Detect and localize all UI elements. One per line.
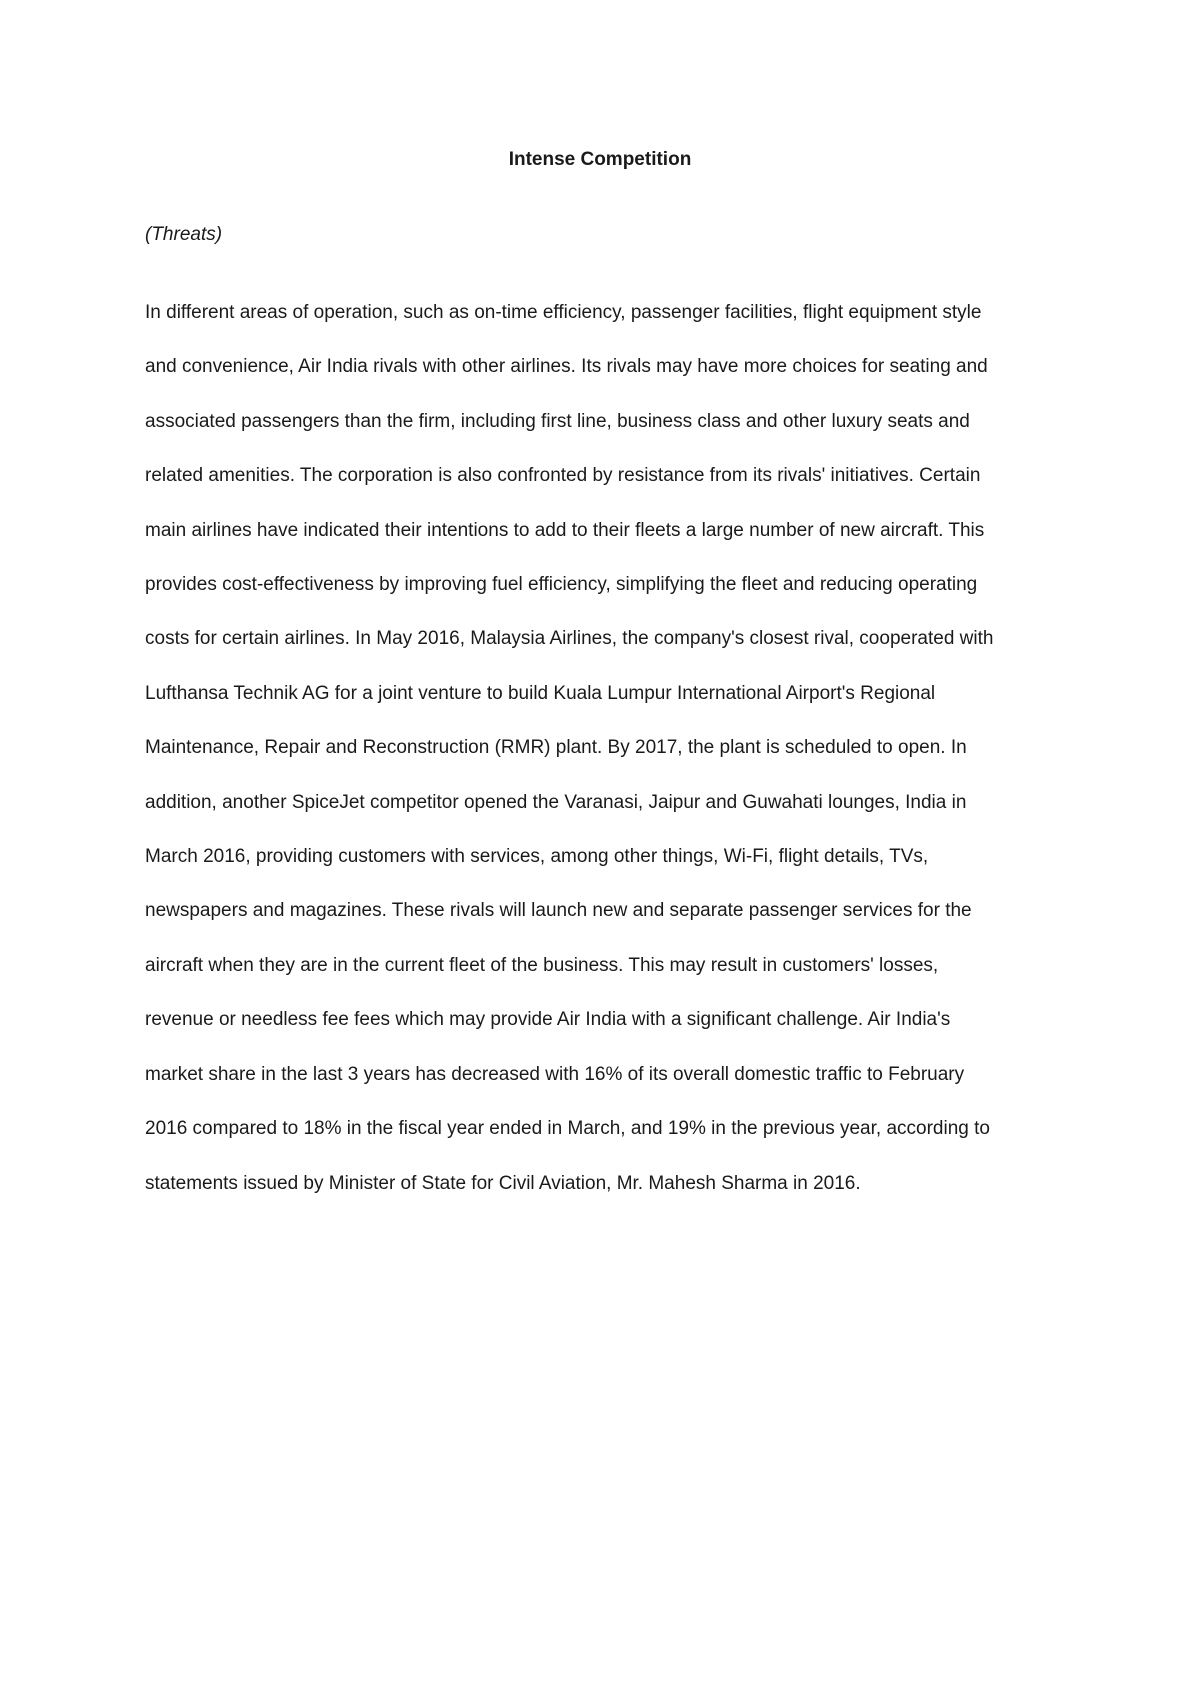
paragraph-line: associated passengers than the firm, including first line, business class and other luxury seats and [145,410,970,432]
paragraph-line: Maintenance, Repair and Reconstruction (RMR) plant. By 2017, the plant is scheduled to open. In [145,737,967,759]
paragraph-line: newspapers and magazines. These rivals will launch new and separate passenger services for the [145,900,972,922]
body-paragraph [145,286,1065,1211]
paragraph-line: 2016 compared to 18% in the fiscal year ended in March, and 19% in the previous year, according to [145,1118,990,1140]
paragraph-line: market share in the last 3 years has decreased with 16% of its overall domestic traffic to February [145,1063,965,1085]
paragraph-line: revenue or needless fee fees which may provide Air India with a significant challenge. Air India's [145,1009,951,1031]
paragraph-line: statements issued by Minister of State for Civil Aviation, Mr. Mahesh Sharma in 2016. [145,1172,861,1194]
document-title: Intense Competition [508,149,692,170]
paragraph-line: March 2016, providing customers with services, among other things, Wi-Fi, flight details, TVs, [145,846,929,868]
document-subtitle: (Threats) [145,224,223,245]
paragraph-line: provides cost-effectiveness by improving fuel efficiency, simplifying the fleet and reducing operating [145,574,978,596]
paragraph-line: aircraft when they are in the current fleet of the business. This may result in customers' losses, [145,954,939,976]
paragraph-line: Lufthansa Technik AG for a joint venture to build Kuala Lumpur International Airport's Regional [145,682,936,704]
paragraph-line: main airlines have indicated their intentions to add to their fleets a large number of new aircraft. This [145,519,985,541]
paragraph-line: costs for certain airlines. In May 2016, Malaysia Airlines, the company's closest rival, cooperated with [145,628,994,650]
paragraph-line: In different areas of operation, such as on-time efficiency, passenger facilities, flight equipment style [145,302,982,323]
paragraph-line: related amenities. The corporation is also confronted by resistance from its rivals' initiatives. Certain [145,465,981,487]
paragraph-line: addition, another SpiceJet competitor opened the Varanasi, Jaipur and Guwahati lounges, India in [145,791,967,813]
paragraph-line: and convenience, Air India rivals with other airlines. Its rivals may have more choices for seating and [145,356,988,378]
